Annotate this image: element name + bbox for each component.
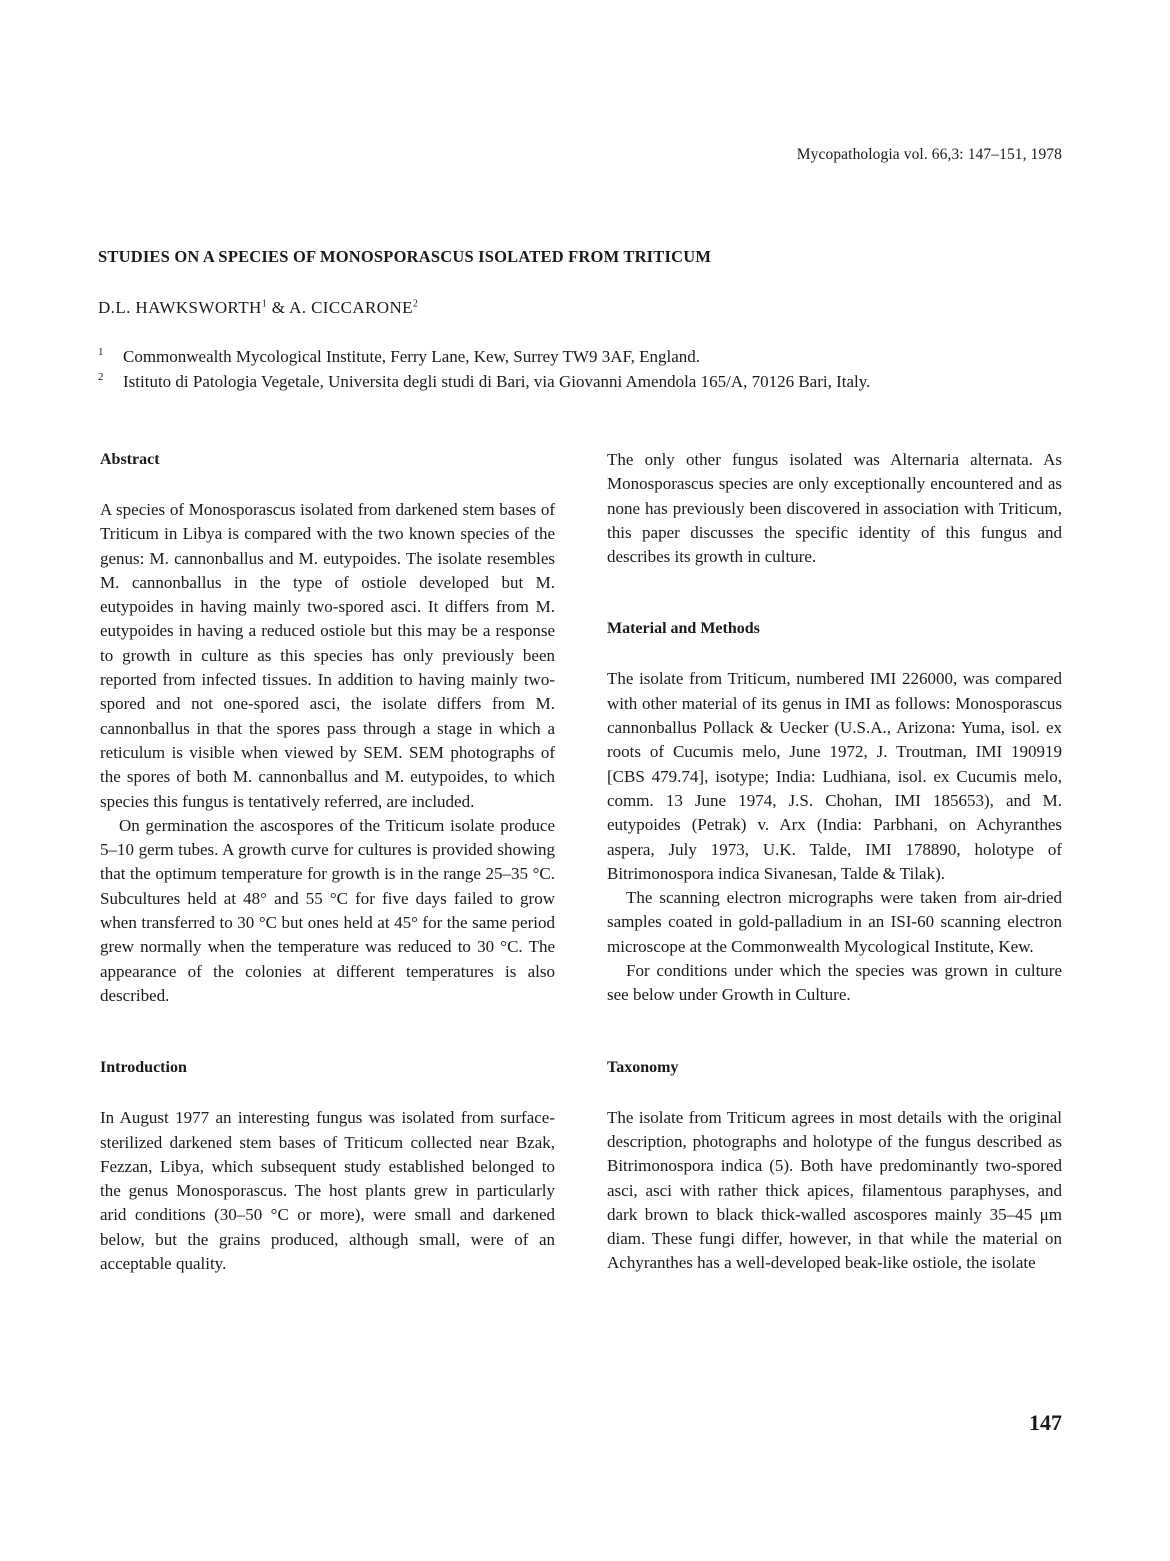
author-1-name: D.L. HAWKSWORTH: [98, 298, 262, 317]
right-column: [607, 448, 1062, 1276]
taxonomy-paragraph-1: The isolate from Triticum agrees in most details with the original description, photographs and holotype of the fungus described as Bitrimonospora indica (5). Both have predominantly two-spored asci, asci with rather thick apices, filamentous paraphyses, and dark brown to black thick-walled ascospores mainly 35–45 μm diam. These fungi differ, however, in that while the material on Achyranthes has a well-developed beak-like ostiole, the isolate: [607, 1107, 1062, 1273]
introduction-paragraph-2: The only other fungus isolated was Alternaria alternata. As Monosporascus species are only exceptionally encountered and as none has previously been discovered in association with Triticum, this paper discusses the specific identity of this fungus and describes its growth in culture.: [607, 450, 1062, 567]
introduction-heading: Introduction: [100, 1059, 187, 1077]
abstract-paragraph-1: A species of Monosporascus isolated from darkened stem bases of Triticum in Libya is compared with the two known species of the genus: M. cannonballus and M. eutypoides. The isolate resembles M. cannonballus in the type of ostiole developed but M. eutypoides in having mainly two-spored asci. It differs from M. eutypoides in having a reduced ostiole but this may be a response to growth in culture as this species has only previously been reported from infected tissues. In addition to having mainly two-spored and not one-spored asci, the isolate differs from M. cannonballus in that the spores pass through a stage in which a reticulum is visible when viewed by SEM. SEM photographs of the spores of both M. cannonballus and M. eutypoides, to which species this fungus is tentatively referred, are included.: [100, 500, 555, 811]
affiliation-2-text: Istituto di Patologia Vegetale, Universita degli studi di Bari, via Giovanni Amendola 165/A, 70126 Bari, Italy.: [123, 372, 871, 391]
abstract-paragraph-2: On germination the ascospores of the Triticum isolate produce 5–10 germ tubes. A growth curve for cultures is provided showing that the optimum temperature for growth is in the range 25–35 °C. Subcultures held at 48° and 55 °C for five days failed to grow when transferred to 30 °C but ones held at 45° for the same period grew normally when the temperature was reduced to 30 °C. The appearance of the colonies at different temperatures is also described.: [100, 815, 555, 1005]
methods-paragraph-2: The scanning electron micrographs were taken from air-dried samples coated in gold-palladium in an ISI-60 scanning electron microscope at the Commonwealth Mycological Institute, Kew.: [607, 888, 1062, 956]
author-2-name: A. CICCARONE: [289, 298, 413, 317]
abstract-heading: Abstract: [100, 451, 160, 468]
author-2-marker: 2: [412, 298, 419, 310]
affiliation-2: [98, 372, 870, 392]
methods-heading: Material and Methods: [607, 620, 760, 638]
left-column: [100, 448, 555, 1276]
author-line: [98, 298, 418, 318]
page-number: 147: [1029, 1410, 1062, 1435]
affiliation-1-number: 1: [98, 346, 104, 358]
author-separator: &: [267, 298, 290, 317]
author-1-marker: 1: [261, 298, 268, 310]
affiliation-1-text: Commonwealth Mycological Institute, Ferry Lane, Kew, Surrey TW9 3AF, England.: [123, 347, 700, 366]
affiliation-2-number: 2: [98, 371, 104, 383]
journal-citation: Mycopathologia vol. 66,3: 147–151, 1978: [796, 146, 1062, 163]
article-title: STUDIES ON A SPECIES OF MONOSPORASCUS ISOLATED FROM TRITICUM: [98, 247, 712, 266]
taxonomy-heading: Taxonomy: [607, 1058, 679, 1076]
methods-paragraph-1: The isolate from Triticum, numbered IMI 226000, was compared with other material of its genus in IMI as follows: Monosporascus cannonballus Pollack & Uecker (U.S.A., Arizona: Yuma, isol. ex roots of Cucumis melo, June 1972, J. Troutman, IMI 190919 [CBS 479.74], isotype; India: Ludhiana, isol. ex Cucumis melo, comm. 13 June 1974, J.S. Chohan, IMI 185653), and M. eutypoides (Petrak) v. Arx (India: Parbhani, on Achyranthes aspera, July 1973, U.K. Talde, IMI 178890, holotype of Bitrimonospora indica Sivanesan, Talde & Tilak).: [607, 669, 1062, 883]
introduction-paragraph-1: In August 1977 an interesting fungus was isolated from surface-sterilized darkened stem bases of Triticum collected near Bzak, Fezzan, Libya, which subsequent study established belonged to the genus Monosporascus. The host plants grew in particularly arid conditions (30–50 °C or more), were small and darkened below, but the grains produced, although small, were of an acceptable quality.: [100, 1108, 555, 1274]
methods-paragraph-3: For conditions under which the species was grown in culture see below under Growth in Culture.: [607, 961, 1062, 1005]
affiliation-1: [98, 347, 700, 367]
